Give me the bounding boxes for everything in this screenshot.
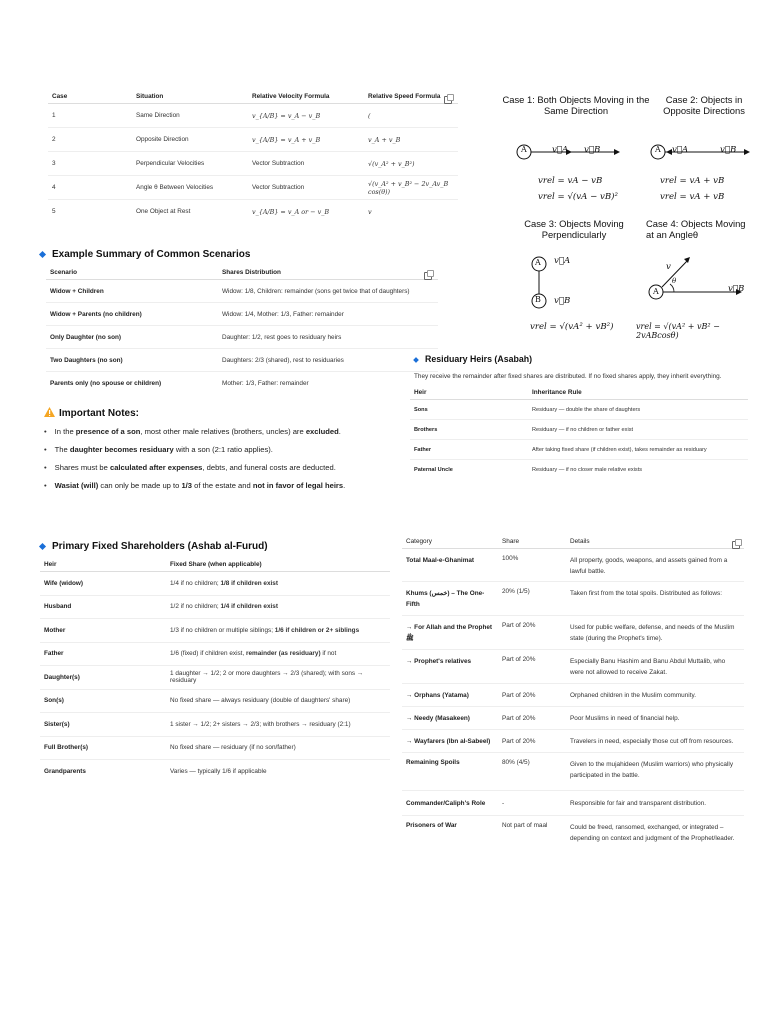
table-header-row [402, 535, 744, 549]
table-cell: v [368, 207, 372, 216]
column-header: Relative Speed Formula [364, 90, 458, 104]
note-text: In the [54, 427, 76, 436]
table-row [48, 176, 458, 200]
table-cell: √(v_A² + v_B²) [364, 152, 458, 176]
example-summary-section [46, 266, 438, 395]
table-row [46, 303, 438, 326]
table-row [402, 707, 744, 730]
table-cell: 3 [48, 152, 132, 176]
table-cell: Full Brother(s) [40, 736, 166, 760]
theta-label: θ [672, 277, 677, 285]
table-cell: - [498, 791, 566, 816]
table-cell: Responsible for fair and transparent distribution. [566, 791, 744, 816]
residuary-table [410, 386, 748, 480]
table-cell [166, 642, 390, 666]
note-emphasis: not in favor of legal heirs [252, 481, 344, 490]
table-cell: Daughter: 1/2, rest goes to residuary heirs [218, 326, 438, 349]
table-row [40, 760, 390, 784]
share-emphasis: 1/4 if children exist [220, 603, 278, 611]
table-cell: Poor Muslims in need of financial help. [566, 707, 744, 730]
spoils-table [402, 535, 744, 850]
table-cell [166, 619, 390, 643]
label-a: A [535, 258, 541, 267]
table-row [46, 372, 438, 395]
table-row [40, 572, 390, 596]
table-cell: 100% [498, 549, 566, 582]
important-notes-section [44, 407, 394, 499]
note-emphasis: 1/3 [181, 481, 193, 490]
table-row [40, 595, 390, 619]
case4-equation: vrel = √(vA² + vB² − 2vABcosθ) [636, 322, 720, 340]
case2-equation-2: vrel = vA + vB [660, 192, 725, 202]
section-title: Example Summary of Common Scenarios [52, 249, 251, 260]
table-cell: Varies — typically 1/6 if applicable [170, 768, 267, 775]
table-row [40, 736, 390, 760]
table-row [40, 619, 390, 643]
share-emphasis: 1/6 if children or 2+ siblings [274, 626, 360, 634]
table-cell: Could be freed, ransomed, exchanged, or integrated – depending on context and judgment of the Prophet/leader. [570, 824, 735, 842]
table-row [40, 713, 390, 737]
vector-va-label: v⃗A [554, 256, 571, 266]
column-header: Category [402, 535, 498, 549]
table-cell: Residuary — double the share of daughters [528, 400, 748, 420]
table-row [410, 460, 748, 480]
table-cell: Khums (خمس) – The One-Fifth [402, 582, 498, 616]
table-cell: Widow + Children [46, 280, 218, 303]
note-emphasis: Wasiat (will) [54, 481, 99, 490]
table-cell: → Needy (Masakeen) [402, 707, 498, 730]
case3-title: Case 3: Objects Moving Perpendicularly [524, 218, 624, 240]
note-text: can only be made up to [98, 481, 182, 490]
velocity-table [48, 90, 458, 224]
column-header: Heir [40, 558, 166, 572]
case1-title: Case 1: Both Objects Moving in the Same Direction [502, 94, 650, 116]
table-cell: Not part of maal [502, 822, 548, 829]
table-row [402, 616, 744, 650]
table-cell: Remaining Spoils [402, 753, 498, 791]
share-text: if not [320, 650, 337, 658]
table-cell: Used for public welfare, defense, and needs of the Muslim state (during the Prophet's time). [566, 616, 744, 650]
table-cell: v_{A/B} = v_A or − v_B [252, 207, 330, 216]
table-cell: Grandparents [44, 768, 86, 775]
vector-v-label: v [666, 262, 671, 272]
table-row [40, 642, 390, 666]
copy-icon[interactable] [732, 541, 740, 549]
label-a: A [655, 145, 661, 154]
residuary-heading [414, 354, 532, 364]
diamond-bullet-icon [39, 543, 46, 550]
table-cell: Vector Subtraction [248, 176, 364, 200]
table-cell: Part of 20% [498, 730, 566, 753]
list-item [44, 481, 394, 490]
table-row [40, 666, 390, 690]
table-row [48, 104, 458, 128]
table-row [40, 689, 390, 713]
table-cell: Brothers [410, 420, 528, 440]
table-cell: 1 [48, 104, 132, 128]
share-text: 1/2 if no children; [170, 603, 221, 611]
share-emphasis: remainder (as residuary) [246, 650, 321, 658]
example-summary-table [46, 266, 438, 395]
column-header: Case [48, 90, 132, 104]
table-cell: One Object at Rest [136, 208, 191, 216]
table-cell: → For Allah and the Prophet ﷺ [402, 616, 498, 650]
note-text: Shares must be [54, 463, 110, 472]
note-emphasis: calculated after expenses [109, 463, 203, 472]
share-emphasis: 1/8 if children exist [220, 579, 278, 587]
table-row [402, 650, 744, 684]
table-row [48, 128, 458, 152]
table-cell: Perpendicular Velocities [132, 152, 248, 176]
table-cell: 2 [48, 128, 132, 152]
label-a: A [653, 287, 659, 296]
table-cell: Daughter(s) [40, 666, 166, 690]
diamond-bullet-icon [413, 357, 419, 363]
share-text: 1/3 if no children or multiple siblings; [170, 626, 275, 634]
table-cell: Part of 20% [498, 684, 566, 707]
column-header: Details [566, 535, 744, 549]
note-emphasis: presence of a son [75, 427, 141, 436]
table-cell: Prisoners of War [406, 822, 457, 829]
table-cell: Taken first from the total spoils. Distributed as follows: [566, 582, 744, 616]
example-summary-heading [40, 249, 250, 260]
table-row [410, 440, 748, 460]
table-row [402, 684, 744, 707]
warning-icon [44, 407, 55, 417]
column-header: Fixed Share (when applicable) [166, 558, 390, 572]
table-cell: 5 [52, 208, 56, 216]
table-cell: Angle θ Between Velocities [132, 176, 248, 200]
residuary-intro: They receive the remainder after fixed shares are distributed. If no fixed shares apply, they inherit everything. [414, 373, 722, 380]
share-text: 1/4 if no children; [170, 579, 221, 587]
table-cell: ( [364, 104, 458, 128]
table-cell: Orphaned children in the Muslim community. [566, 684, 744, 707]
table-row [410, 420, 748, 440]
case2-title: Case 2: Objects in Opposite Directions [663, 94, 745, 116]
note-emphasis: excluded [305, 427, 339, 436]
table-cell: Two Daughters (no son) [46, 349, 218, 372]
case2-equation-1: vrel = vA + vB [660, 176, 725, 186]
table-cell: 1 sister → 1/2; 2+ sisters → 2/3; with brothers → residuary (2:1) [166, 713, 390, 737]
list-item [44, 463, 394, 472]
vector-va-label: v⃗A [672, 145, 689, 155]
column-header: Situation [132, 90, 248, 104]
table-cell: Especially Banu Hashim and Banu Abdul Muttalib, who were not allowed to receive Zakat. [566, 650, 744, 684]
table-row [48, 152, 458, 176]
note-text: , debts, and funeral costs are deducted. [202, 463, 336, 472]
vector-vb-label: v⃗B [584, 145, 601, 155]
table-row [402, 753, 744, 791]
table-row [46, 326, 438, 349]
column-header: Relative Velocity Formula [248, 90, 364, 104]
table-cell: 1 daughter → 1/2; 2 or more daughters → 2/3 (shared); with sons → residuary [166, 666, 390, 690]
table-row [46, 280, 438, 303]
column-header: Scenario [46, 266, 218, 280]
list-item [44, 427, 394, 436]
table-cell: → Prophet's relatives [402, 650, 498, 684]
copy-icon[interactable] [424, 272, 432, 280]
table-cell: Father [410, 440, 528, 460]
table-cell [166, 595, 390, 619]
table-cell: Only Daughter (no son) [46, 326, 218, 349]
table-cell: Commander/Caliph's Role [402, 791, 498, 816]
table-header-row [48, 90, 458, 104]
table-cell: Residuary — if no children or father exist [528, 420, 748, 440]
table-row [402, 791, 744, 816]
case4-title: Case 4: Objects Moving at an Angleθ [646, 218, 746, 240]
table-row [402, 549, 744, 582]
relative-motion-diagrams [500, 94, 760, 344]
vector-va-label: v⃗A [552, 145, 569, 155]
note-text: . [343, 481, 346, 490]
table-cell: 4 [48, 176, 132, 200]
table-cell: → Wayfarers (Ibn al-Sabeel) [402, 730, 498, 753]
table-cell: Husband [40, 595, 166, 619]
table-cell: Parents only (no spouse or children) [50, 379, 162, 387]
table-cell: Residuary — if no closer male relative exists [532, 466, 643, 473]
note-emphasis: daughter becomes residuary [69, 445, 174, 454]
spoils-section [402, 535, 744, 850]
table-cell: Part of 20% [498, 707, 566, 730]
note-text: with a son (2:1 ratio applies). [173, 445, 273, 454]
table-cell [166, 572, 390, 596]
table-row [402, 730, 744, 753]
section-title: Important Notes: [59, 408, 139, 419]
table-cell: Son(s) [40, 689, 166, 713]
table-cell: v_{A/B} = v_A + v_B [248, 128, 364, 152]
note-text: of the estate and [192, 481, 253, 490]
important-notes-heading [44, 407, 394, 419]
table-cell: Part of 20% [498, 616, 566, 650]
table-cell: Same Direction [132, 104, 248, 128]
table-cell: Sister(s) [40, 713, 166, 737]
table-cell: Given to the mujahideen (Muslim warriors) who physically participated in the battle. [566, 753, 744, 791]
column-header: Share [498, 535, 566, 549]
table-cell: Part of 20% [498, 650, 566, 684]
table-cell: 80% (4/5) [498, 753, 566, 791]
fixed-shareholders-table [40, 558, 390, 783]
residuary-section [410, 386, 748, 480]
label-b: B [535, 295, 541, 304]
table-cell: Daughters: 2/3 (shared), rest to residuaries [218, 349, 438, 372]
list-item [44, 445, 394, 454]
vector-vb-label: v⃗B [554, 296, 571, 306]
table-row [410, 400, 748, 420]
table-cell: Mother [40, 619, 166, 643]
important-notes-list [44, 427, 394, 490]
table-header-row [410, 386, 748, 400]
diamond-bullet-icon [39, 251, 46, 258]
table-cell: Widow + Parents (no children) [46, 303, 218, 326]
case1-equation-2: vrel = √(vA − vB)² [538, 192, 618, 202]
table-cell: Vector Subtraction [248, 152, 364, 176]
table-cell: Wife (widow) [40, 572, 166, 596]
note-text: The [54, 445, 70, 454]
column-header: Shares Distribution [218, 266, 438, 280]
table-cell: Opposite Direction [132, 128, 248, 152]
fixed-shareholders-heading [40, 541, 268, 552]
case4-diagram [648, 254, 744, 302]
table-row [402, 816, 744, 850]
note-text: , most other male relatives (brothers, uncles) are [140, 427, 306, 436]
case1-diagram [514, 142, 624, 162]
fixed-shareholders-section [40, 558, 390, 783]
table-cell: Widow: 1/4, Mother: 1/3, Father: remainder [218, 303, 438, 326]
section-title: Residuary Heirs (Asabah) [425, 354, 533, 364]
table-cell: Travelers in need, especially those cut off from resources. [566, 730, 744, 753]
table-cell: √(v_A² + v_B² − 2v_Av_B cos(θ)) [364, 176, 458, 200]
copy-icon[interactable] [444, 96, 452, 104]
vector-vb-label: v⃗B [720, 145, 737, 155]
note-text: . [338, 427, 341, 436]
table-cell: 20% (1/5) [498, 582, 566, 616]
table-row [46, 349, 438, 372]
table-cell: Sons [410, 400, 528, 420]
table-cell: Total Maal-e-Ghanimat [402, 549, 498, 582]
vector-vb-label: v⃗B [728, 284, 745, 294]
table-header-row [40, 558, 390, 572]
table-cell: Paternal Uncle [414, 466, 453, 473]
table-header-row [46, 266, 438, 280]
table-cell: v_A + v_B [364, 128, 458, 152]
table-cell: All property, goods, weapons, and assets gained from a lawful battle. [566, 549, 744, 582]
table-cell: No fixed share — always residuary (double of daughters' share) [166, 689, 390, 713]
section-title: Primary Fixed Shareholders (Ashab al-Furud) [52, 541, 268, 552]
case3-equation: vrel = √(vA² + vB²) [530, 322, 614, 332]
table-cell: Mother: 1/3, Father: remainder [222, 379, 309, 387]
label-a: A [521, 145, 527, 154]
column-header: Inheritance Rule [528, 386, 748, 400]
share-text: 1/6 (fixed) if children exist, [170, 650, 247, 658]
table-cell: Widow: 1/8, Children: remainder (sons get twice that of daughters) [218, 280, 438, 303]
column-header: Heir [410, 386, 528, 400]
case1-equation-1: vrel = vA − vB [538, 176, 603, 186]
table-cell: Father [40, 642, 166, 666]
table-cell: v_{A/B} = v_A − v_B [248, 104, 364, 128]
velocity-table-section [48, 90, 458, 224]
table-cell: No fixed share — residuary (if no son/father) [166, 736, 390, 760]
table-cell: → Orphans (Yatama) [402, 684, 498, 707]
table-cell: After taking fixed share (if children exist), takes remainder as residuary [528, 440, 748, 460]
table-row [402, 582, 744, 616]
table-row [48, 200, 458, 224]
